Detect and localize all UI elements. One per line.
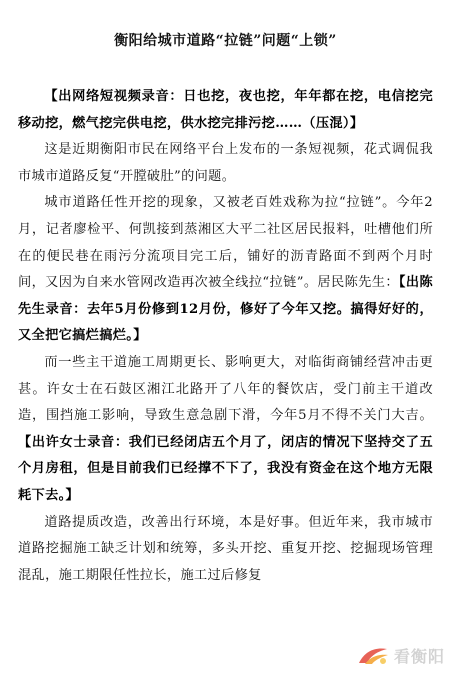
- paragraph-xu-text: 而一些主干道施工周期更长、影响更大，对临街商铺经营冲击更甚。许女士在石鼓区湘江北路开了八年的餐饮店，受门前主干道改造，围挡施工影响，导致生意急剧下滑，今年5月不得不关门大吉。: [18, 354, 433, 424]
- hengyang-flame-logo-icon: [355, 643, 391, 667]
- quote-video-recording: 【出网络短视频录音：日也挖，夜也挖，年年都在挖，电信挖完移动挖，燃气挖完供电挖，供水挖完排污挖……（压混）】: [18, 89, 433, 131]
- quote-chen-recording: 【出陈先生录音：去年5月份修到12月份，修好了今年又挖。搞得好好的，又全把它搞烂搞烂。】: [18, 275, 434, 344]
- paragraph-chen: [18, 190, 433, 350]
- quote-xu-recording: 【出许女士录音：我们已经闭店五个月了，闭店的情况下坚持交了五个月房租，但是目前我们已经撑不下了，我没有资金在这个地方无限耗下去。】: [18, 434, 433, 503]
- watermark: [355, 643, 445, 667]
- paragraph-chen-text: 城市道路任性开挖的现象，又被老百姓戏称为拉“拉链”。今年2月，记者廖检平、何凯接到蒸湘区大平二社区居民报料，吐槽他们所在的便民巷在雨污分流项目完工后，铺好的沥青路面不到两个月时间，又因为自来水管网改造再次被全线拉“拉链”。居民陈先生：: [18, 195, 433, 291]
- paragraph-intro: 这是近期衡阳市民在网络平台上发布的一条短视频，花式调侃我市城市道路反复“开膛破肚”的问题。: [18, 142, 433, 184]
- watermark-text: 看衡阳: [393, 646, 445, 666]
- paragraph-conclusion: 道路提质改造，改善出行环境，本是好事。但近年来，我市城市道路挖掘施工缺乏计划和统筹，多头开挖、重复开挖、挖掘现场管理混乱，施工期限任性拉长，施工过后修复: [18, 514, 433, 583]
- article-title: 衡阳给城市道路“拉链”问题“上锁”: [114, 33, 337, 49]
- paragraph-xu: [18, 350, 433, 510]
